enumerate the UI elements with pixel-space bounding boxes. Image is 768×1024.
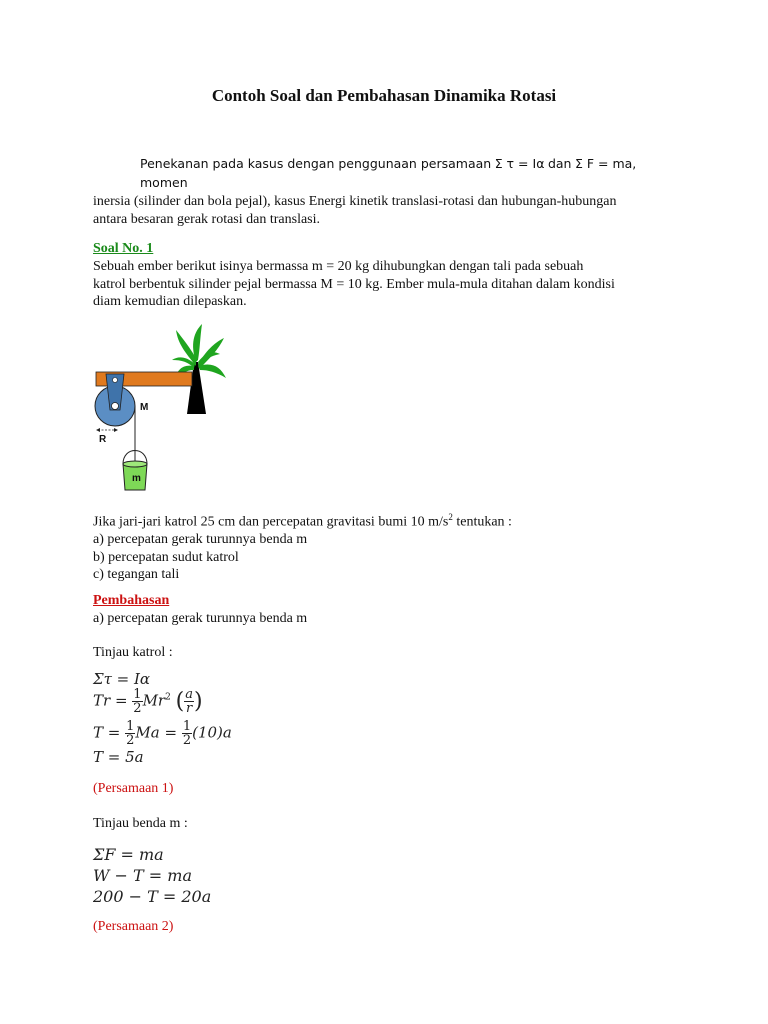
question-intro-tail: tentukan : <box>452 514 512 530</box>
eq1-line3-mid: Ma = <box>135 723 178 742</box>
soal-line1: Sebuah ember berikut isinya bermassa m = 20 kg dihubungkan dengan tali pada sebuah <box>93 259 584 274</box>
pulley-figure <box>90 322 240 494</box>
question-block <box>93 509 693 584</box>
pulley-axle <box>112 403 119 410</box>
eq1-line2: Tr = $\frac{1}{2}$ Mr$^2$ ( $\frac{a}{r}$ ) <box>93 687 203 716</box>
pembahasan-sub-a: a) percepatan gerak turunnya benda m <box>93 611 308 626</box>
equation-set-1 <box>93 670 393 770</box>
tinjau-benda: Tinjau benda m : <box>93 816 188 831</box>
intro-lead-rest: , momen <box>140 156 637 190</box>
soal-text <box>93 258 693 311</box>
persamaan-2-label: (Persamaan 2) <box>93 919 174 934</box>
question-c: c) tegangan tali <box>93 567 180 583</box>
sum-tau-formula: Σ τ = Iα <box>494 156 545 171</box>
question-intro-text: Jika jari-jari katrol 25 cm dan percepatan gravitasi bumi 10 m/s <box>93 514 449 530</box>
equation-set-2 <box>93 845 393 910</box>
fraction-half-3: $\frac{1}{2}$ <box>182 719 192 748</box>
fraction-a-over-r: $\frac{a}{r}$ <box>185 687 193 716</box>
intro-paragraph <box>93 155 683 229</box>
eq1-line2-sup: 2 <box>165 692 171 703</box>
soal-heading: Soal No. 1 <box>93 241 154 256</box>
eq2-line2: W − T = ma <box>93 866 192 885</box>
eq1-line4: T = 5a <box>93 748 144 766</box>
question-sup: 2 <box>448 512 453 522</box>
intro-lead: Penekanan pada kasus dengan penggunaan persamaan <box>140 156 492 171</box>
eq2-line1: ΣF = ma <box>93 845 164 864</box>
eq2-line3: 200 − T = 20a <box>93 887 212 906</box>
eq1-line1: Στ = Iα <box>93 670 151 688</box>
question-intro <box>93 509 693 531</box>
fraction-half-2: $\frac{1}{2}$ <box>126 719 135 748</box>
eq1-line2-mr: Mr <box>142 691 166 710</box>
intro-dan: dan <box>547 156 572 171</box>
intro-line3: antara besaran gerak rotasi dan translasi. <box>93 212 321 227</box>
persamaan-1-label: (Persamaan 1) <box>93 781 174 796</box>
eq1-line3-lhs: T = <box>93 723 121 742</box>
page-title: Contoh Soal dan Pembahasan Dinamika Rotasi <box>211 86 557 105</box>
question-b: b) percepatan sudut katrol <box>93 549 239 565</box>
fraction-half: $\frac{1}{2}$ <box>133 687 142 716</box>
tinjau-katrol: Tinjau katrol : <box>93 645 173 660</box>
sum-f-formula: Σ F = ma <box>574 156 633 171</box>
question-a: a) percepatan gerak turunnya benda m <box>93 532 308 548</box>
label-R: R <box>99 434 107 445</box>
eq1-line3-rhs: (10)a <box>192 723 232 742</box>
intro-line2: inersia (silinder dan bola pejal), kasus Energi kinetik translasi-rotasi dan hubungan-hubungan <box>93 194 617 209</box>
eq1-line3 <box>93 720 232 747</box>
label-M: M <box>140 402 149 413</box>
pembahasan-heading: Pembahasan <box>93 593 170 608</box>
soal-line3: diam kemudian dilepaskan. <box>93 294 247 309</box>
eq1-line2-lhs: Tr = <box>93 691 128 710</box>
soal-line2: katrol berbentuk silinder pejal bermassa M = 10 kg. Ember mula-mula ditahan dalam kondisi <box>93 276 615 292</box>
label-m: m <box>132 473 141 484</box>
